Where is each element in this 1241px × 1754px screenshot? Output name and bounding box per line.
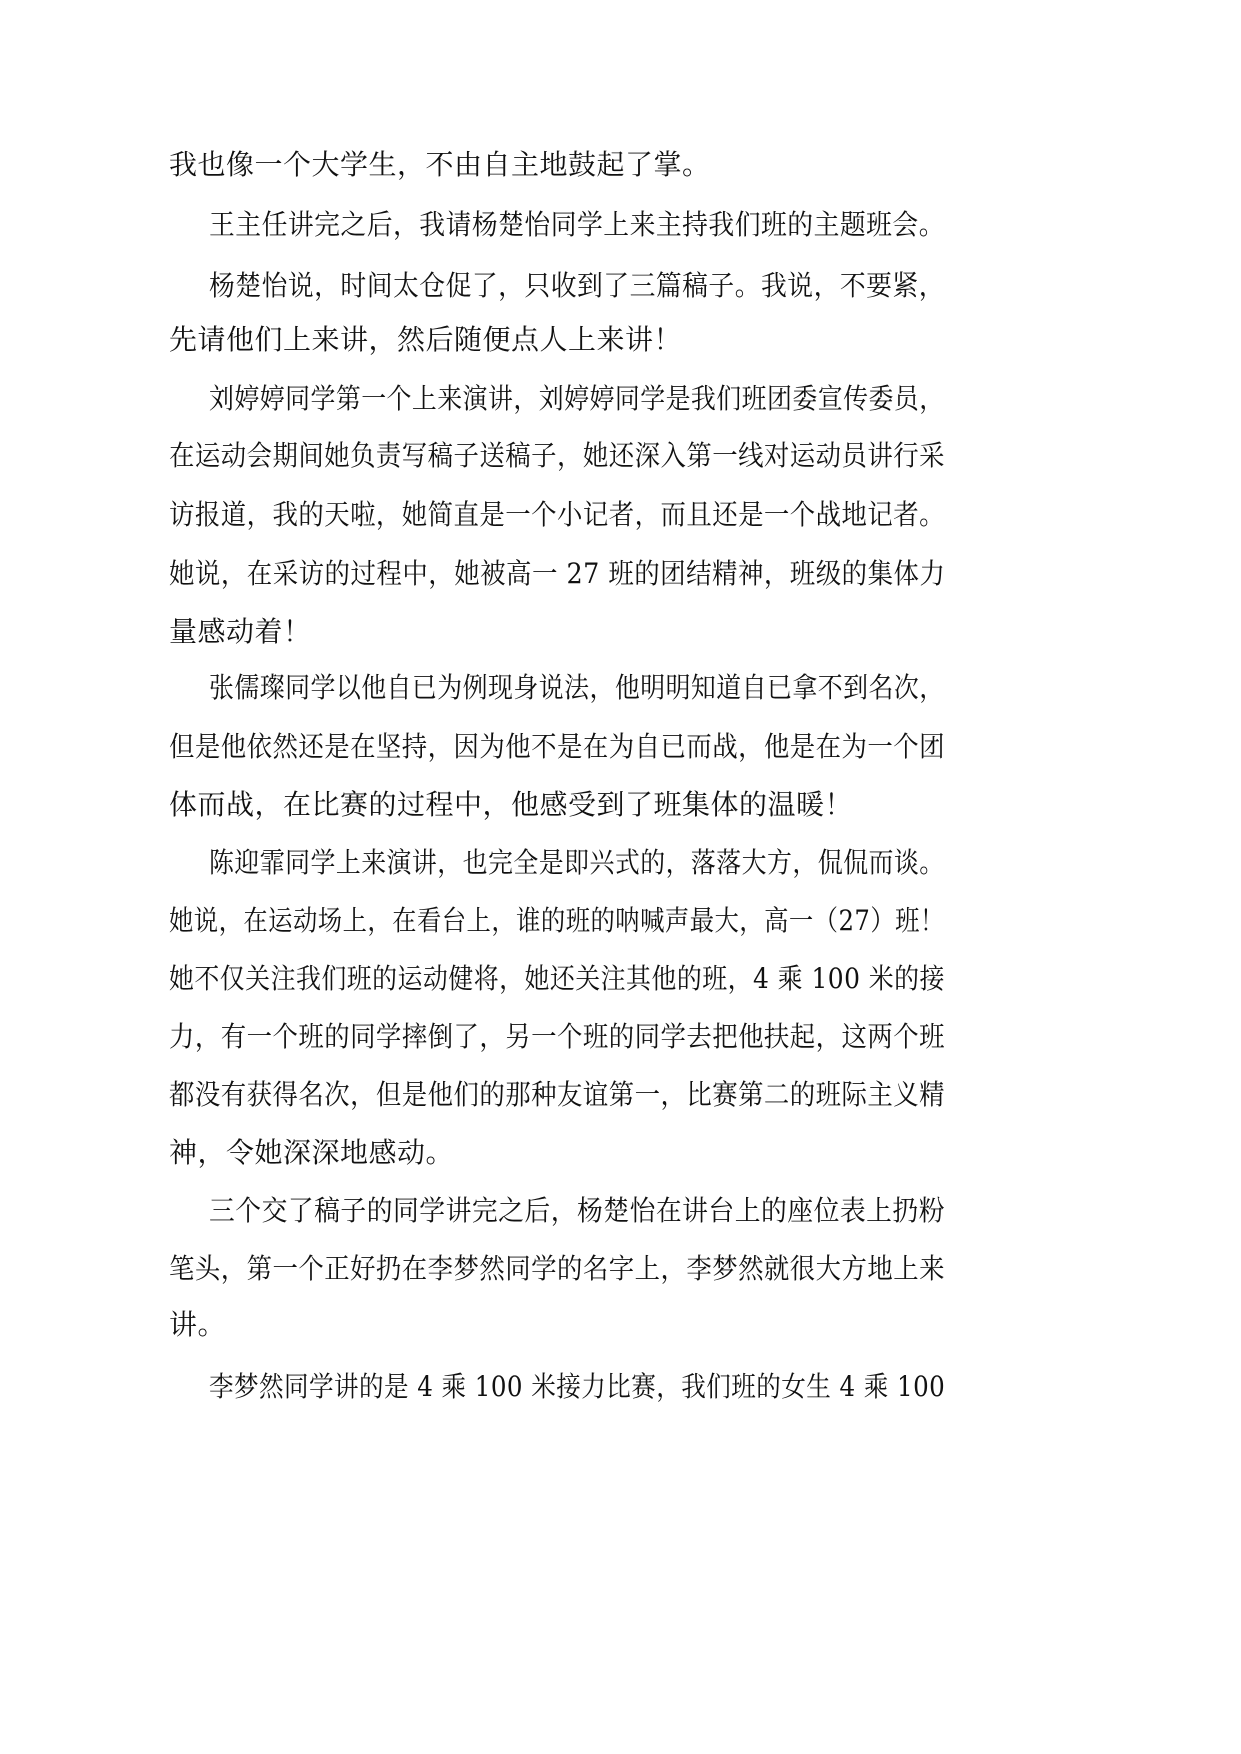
text-line: 李梦然同学讲的是 4 乘 100 米接力比赛，我们班的女生 4 乘 100: [209, 1370, 946, 1403]
text-line: 量感动着！: [169, 615, 312, 648]
text-line: 三个交了稿子的同学讲完之后，杨楚怡在讲台上的座位表上扔粉: [209, 1194, 946, 1227]
text-line: 杨楚怡说，时间太仓促了，只收到了三篇稿子。我说，不要紧，: [209, 269, 946, 302]
text-line: 王主任讲完之后，我请杨楚怡同学上来主持我们班的主题班会。: [209, 208, 946, 241]
text-line: 力，有一个班的同学摔倒了，另一个班的同学去把他扶起，这两个班: [169, 1020, 946, 1053]
text-line: 刘婷婷同学第一个上来演讲，刘婷婷同学是我们班团委宣传委员，: [209, 382, 945, 415]
text-line: 陈迎霏同学上来演讲，也完全是即兴式的，落落大方，侃侃而谈。: [209, 846, 945, 879]
text-line: 她说，在采访的过程中，她被高一 27 班的团结精神，班级的集体力: [169, 557, 946, 590]
text-line: 但是他依然还是在坚持，因为他不是在为自已而战，他是在为一个团: [169, 730, 946, 763]
text-line: 讲。: [169, 1308, 227, 1341]
text-line: 都没有获得名次，但是他们的那种友谊第一，比赛第二的班际主义精: [169, 1078, 946, 1111]
text-line: 张儒璨同学以他自已为例现身说法，他明明知道自已拿不到名次，: [209, 671, 945, 704]
text-line: 访报道，我的天啦，她简直是一个小记者，而且还是一个战地记者。: [169, 498, 946, 531]
text-line: 笔头，第一个正好扔在李梦然同学的名字上，李梦然就很大方地上来: [169, 1252, 946, 1285]
text-line: 神，令她深深地感动。: [169, 1136, 455, 1169]
text-line: 她说，在运动场上，在看台上，谁的班的呐喊声最大，高一（27）班！: [169, 904, 945, 937]
text-line: 在运动会期间她负责写稿子送稿子，她还深入第一线对运动员讲行采: [169, 439, 946, 472]
text-line: 我也像一个大学生，不由自主地鼓起了掌。: [169, 148, 711, 181]
text-line: 先请他们上来讲，然后随便点人上来讲！: [169, 323, 683, 356]
text-line: 体而战，在比赛的过程中，他感受到了班集体的温暖！: [169, 788, 854, 821]
text-line: 她不仅关注我们班的运动健将，她还关注其他的班，4 乘 100 米的接: [169, 962, 945, 995]
